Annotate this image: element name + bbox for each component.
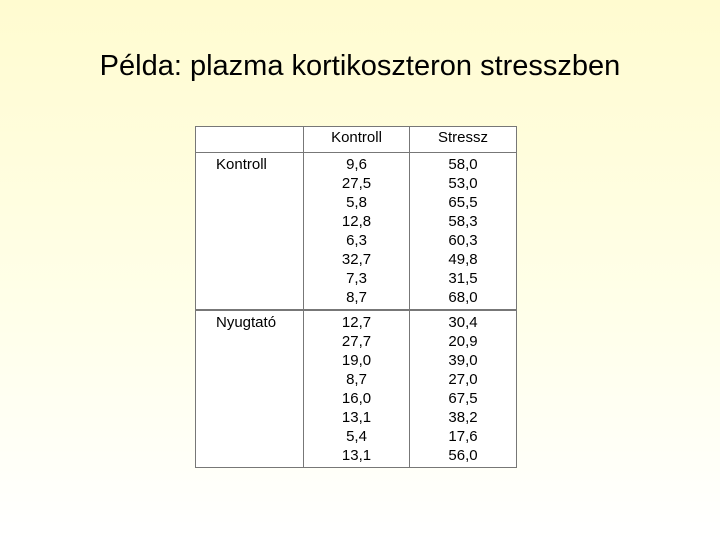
table-cell: 5,4: [346, 428, 367, 445]
header-cell-empty: [196, 127, 304, 152]
table-cell: 20,9: [448, 333, 478, 350]
group-label: Nyugtató: [196, 311, 304, 467]
table-group-kontroll: [196, 153, 516, 309]
stressz-column-values: [410, 153, 516, 309]
header-cell-kontroll: Kontroll: [304, 127, 410, 152]
table-cell: 17,6: [448, 428, 478, 445]
table-cell: 53,0: [448, 175, 478, 192]
table-cell: 58,0: [448, 156, 478, 173]
table-cell: 56,0: [448, 447, 478, 464]
table-cell: 68,0: [448, 289, 478, 306]
table-cell: 49,8: [448, 251, 478, 268]
group-label: Kontroll: [196, 153, 304, 309]
table-cell: 27,0: [448, 371, 478, 388]
table-cell: 32,7: [341, 251, 372, 268]
table-cell: 8,7: [346, 371, 367, 388]
data-table: [195, 126, 517, 468]
table-cell: 67,5: [448, 390, 478, 407]
table-cell: 9,6: [346, 156, 367, 173]
table-cell: 58,3: [448, 213, 478, 230]
table-cell: 12,8: [341, 213, 372, 230]
table-cell: 27,5: [341, 175, 372, 192]
table-cell: 31,5: [448, 270, 478, 287]
table-cell: 5,8: [346, 194, 367, 211]
table-cell: 8,7: [346, 289, 367, 306]
header-cell-stressz: Stressz: [437, 129, 488, 146]
kontroll-column-values: [304, 311, 410, 467]
table-cell: 39,0: [448, 352, 478, 369]
table-cell: 13,1: [341, 447, 372, 464]
table-cell: 19,0: [341, 352, 372, 369]
table-cell: 7,3: [346, 270, 367, 287]
table-cell: 6,3: [346, 232, 367, 249]
table-header-row: [196, 127, 516, 153]
table-cell: 38,2: [448, 409, 478, 426]
table-cell: 30,4: [448, 314, 478, 331]
table-cell: 13,1: [341, 409, 372, 426]
kontroll-column-values: [304, 153, 410, 309]
table-cell: 12,7: [341, 314, 372, 331]
table-cell: 16,0: [341, 390, 372, 407]
slide-title: Példa: plazma kortikoszteron stresszben: [99, 50, 621, 82]
table-cell: 60,3: [448, 232, 478, 249]
table-cell: 27,7: [341, 333, 372, 350]
table-group-nyugtato: [196, 309, 516, 467]
table-cell: 65,5: [448, 194, 478, 211]
stressz-column-values: [410, 311, 516, 467]
